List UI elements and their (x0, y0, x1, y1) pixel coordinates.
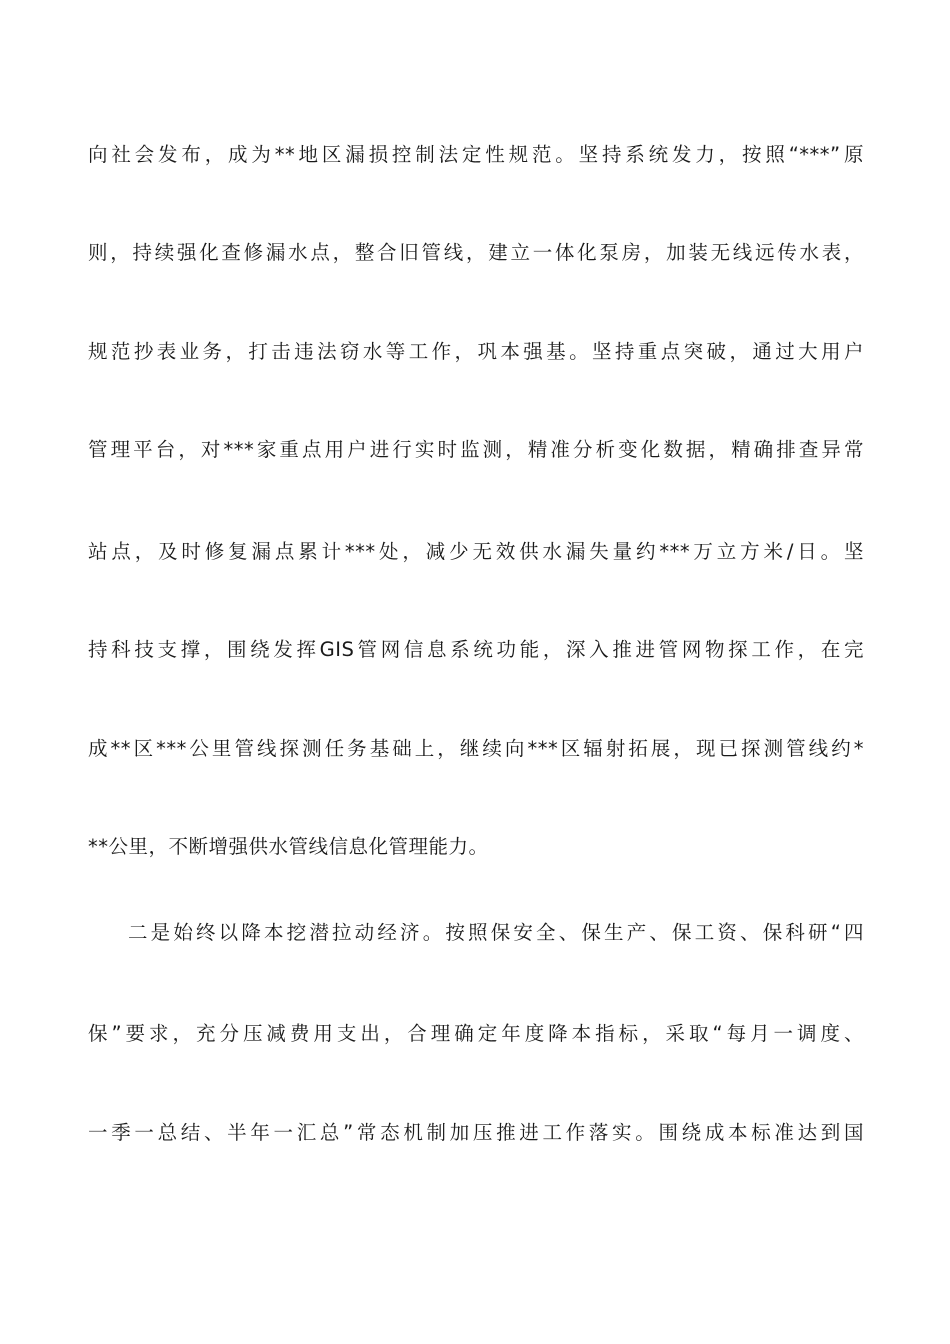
paragraph-line: 一季一总结、半年一汇总”常态机制加压推进工作落实。围绕成本标准达到国 (88, 1121, 864, 1144)
paragraph-line: 规范抄表业务，打击违法窃水等工作，巩本强基。坚持重点突破，通过大用户 (88, 340, 864, 363)
paragraph-first-line: 二是始终以降本挖潜拉动经济。按照保安全、保生产、保工资、保科研“四 (128, 921, 864, 944)
paragraph-line: 成**区***公里管线探测任务基础上，继续向***区辐射拓展，现已探测管线约* (88, 737, 864, 760)
paragraph-line: **公里，不断增强供水管线信息化管理能力。 (88, 835, 489, 858)
paragraph-line: 则，持续强化查修漏水点，整合旧管线，建立一体化泵房，加装无线远传水表， (88, 241, 864, 264)
paragraph-line: 持科技支撑，围绕发挥GIS管网信息系统功能，深入推进管网物探工作，在完 (88, 638, 864, 661)
paragraph-line: 保”要求，充分压减费用支出，合理确定年度降本指标，采取“每月一调度、 (88, 1022, 864, 1045)
paragraph-line: 向社会发布，成为**地区漏损控制法定性规范。坚持系统发力，按照“***”原 (88, 143, 864, 166)
paragraph-line: 管理平台，对***家重点用户进行实时监测，精准分析变化数据，精确排查异常 (88, 438, 864, 461)
paragraph-line: 站点，及时修复漏点累计***处，减少无效供水漏失量约***万立方米/日。坚 (88, 540, 864, 563)
